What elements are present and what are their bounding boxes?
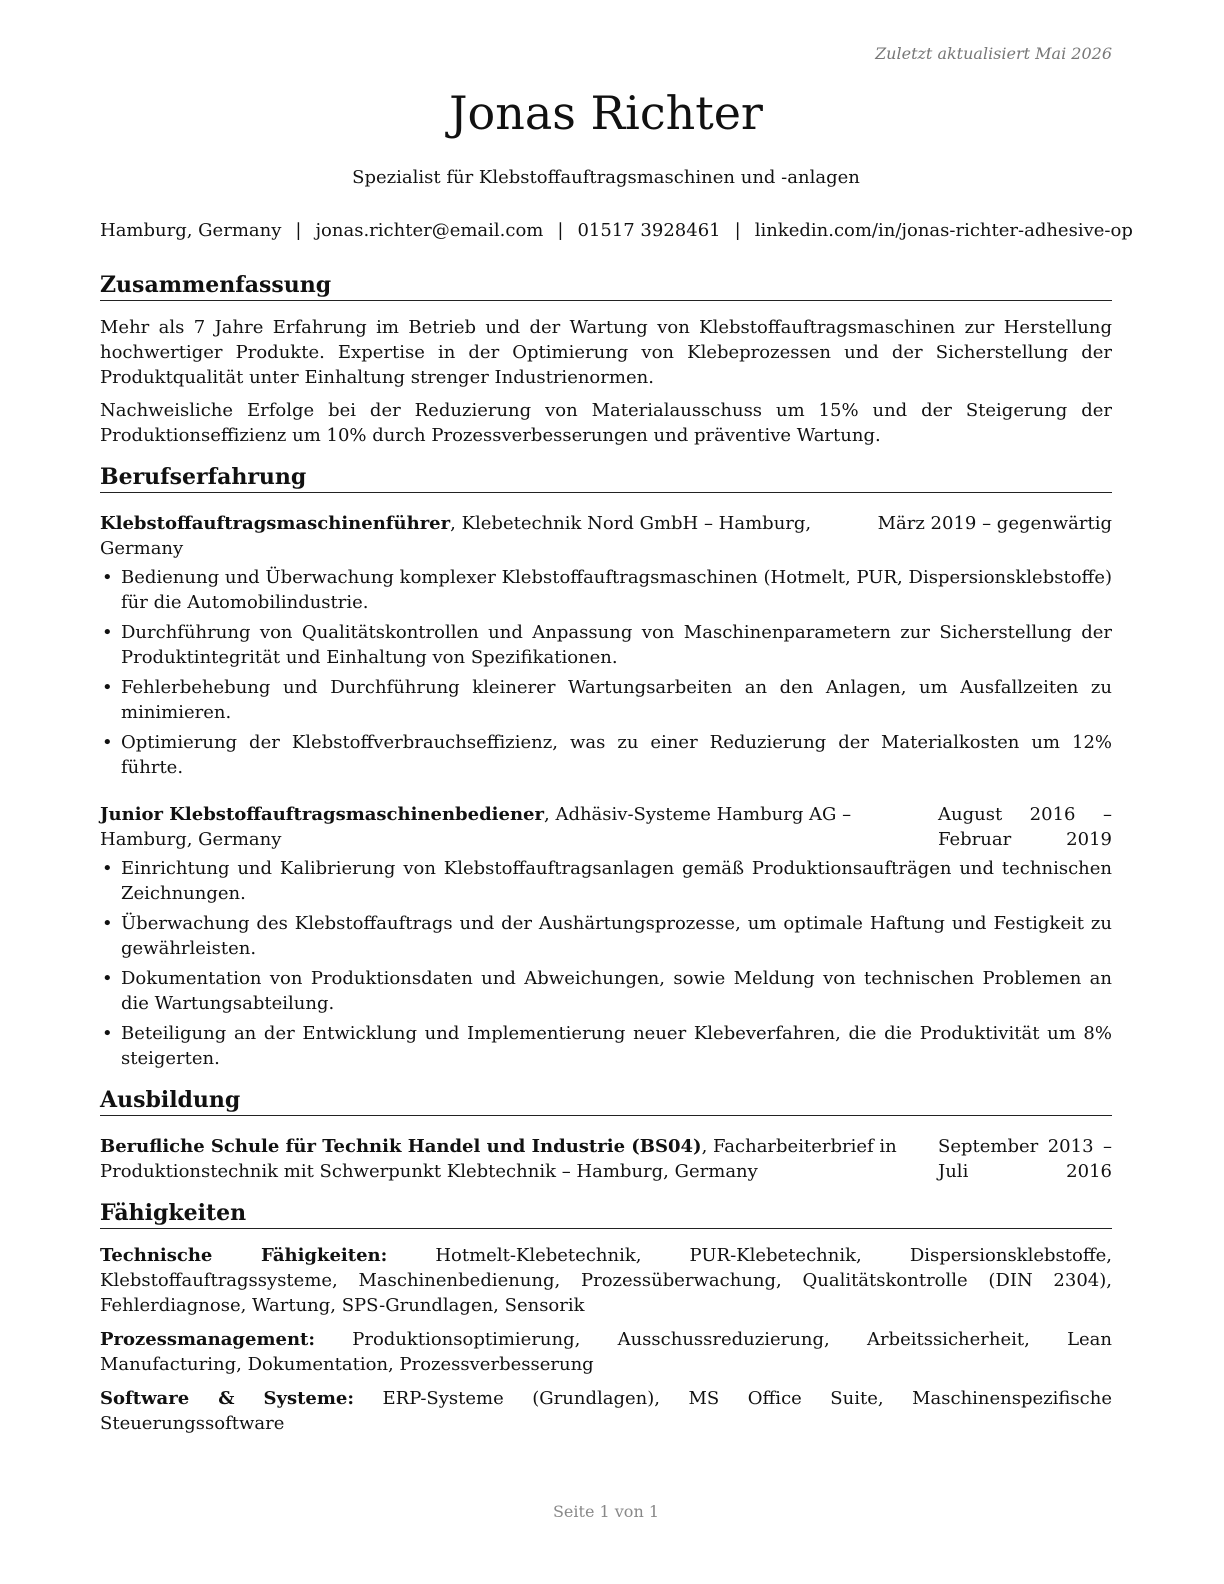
- section-title-summary: Zusammenfassung: [100, 270, 1112, 301]
- contact-separator: |: [295, 220, 302, 241]
- job-header: [100, 511, 1112, 561]
- skill-text: Hotmelt-Klebetechnik, PUR-Klebetechnik, Dispersionsklebstoffe, Klebstoffauftragssysteme, Maschinenbedienung, Prozessüberwachung, Qualitätskontrolle (DIN 2304), Fehlerdiagnose, Wartung, SPS-Grundlagen, Sensorik: [100, 1245, 1112, 1316]
- skill-group: [100, 1327, 1112, 1377]
- job-bullet: • Überwachung des Klebstoffauftrags und der Aushärtungsprozesse, um optimale Haftung und Festigkeit zu gewährleisten.: [100, 911, 1112, 961]
- summary-paragraph: Mehr als 7 Jahre Erfahrung im Betrieb und der Wartung von Klebstoffauftragsmaschinen zur Herstellung hochwertiger Produkte. Expertise in der Optimierung von Klebeprozessen und der Sicherstellung der Produktqualität unter Einhaltung strenger Industrienormen.: [100, 317, 1112, 388]
- job-bullet: • Bedienung und Überwachung komplexer Klebstoffauftragsmaschinen (Hotmelt, PUR, Dispersionsklebstoffe) für die Automobilindustrie.: [100, 565, 1112, 615]
- education-details: , Facharbeiterbrief in Produktionstechnik mit Schwerpunkt Klebtechnik – Hamburg, Germany: [100, 1136, 897, 1182]
- job-bullets: [100, 565, 1112, 780]
- job-bullet: • Durchführung von Qualitätskontrollen und Anpassung von Maschinenparametern zur Sicherstellung der Produktintegrität und Einhaltung von Spezifikationen.: [100, 620, 1112, 670]
- contact-line: [100, 220, 1133, 241]
- skill-group: [100, 1243, 1112, 1318]
- contact-email[interactable]: jonas.richter@email.com: [315, 220, 544, 241]
- skills-section: [100, 1198, 1112, 1436]
- job-bullet: • Fehlerbehebung und Durchführung kleinerer Wartungsarbeiten an den Anlagen, um Ausfallzeiten zu minimieren.: [100, 675, 1112, 725]
- job-bullet: • Dokumentation von Produktionsdaten und Abweichungen, sowie Meldung von technischen Problemen an die Wartungsabteilung.: [100, 966, 1112, 1016]
- job-company: , Klebetechnik Nord GmbH – Hamburg, Germany: [100, 513, 812, 559]
- job-entry: [100, 511, 1112, 780]
- skill-label: Prozessmanagement:: [100, 1329, 316, 1350]
- skill-group: [100, 1386, 1112, 1436]
- candidate-subtitle: Spezialist für Klebstoffauftragsmaschinen und -anlagen: [352, 167, 860, 188]
- job-bullets: [100, 856, 1112, 1071]
- section-title-experience: Berufserfahrung: [100, 462, 1112, 493]
- page-number: Seite 1 von 1: [552, 1502, 660, 1521]
- skill-label: Technische Fähigkeiten:: [100, 1245, 388, 1266]
- resume-content: [100, 270, 1112, 1436]
- skill-label: Software & Systeme:: [100, 1388, 355, 1409]
- education-entry: [100, 1134, 1112, 1184]
- education-dates: September 2013 – Juli 2016: [938, 1136, 1112, 1182]
- skills-list: [100, 1243, 1112, 1436]
- education-school: Berufliche Schule für Technik Handel und Industrie (BS04): [100, 1136, 702, 1157]
- job-bullet: • Optimierung der Klebstoffverbrauchseffizienz, was zu einer Reduzierung der Materialkosten um 12% führte.: [100, 730, 1112, 780]
- skill-text: Produktionsoptimierung, Ausschussreduzierung, Arbeitssicherheit, Lean Manufacturing, Dokumentation, Prozessverbesserung: [100, 1329, 1112, 1375]
- job-header: [100, 802, 1112, 852]
- summary-section: [100, 270, 1112, 448]
- contact-separator: |: [734, 220, 741, 241]
- section-title-education: Ausbildung: [100, 1085, 1112, 1116]
- summary-paragraph: Nachweisliche Erfolge bei der Reduzierung von Materialausschuss um 15% und der Steigerung der Produktionseffizienz um 10% durch Prozessverbesserungen und präventive Wartung.: [100, 400, 1112, 446]
- education-section: [100, 1085, 1112, 1184]
- candidate-name: Jonas Richter: [449, 86, 763, 140]
- job-company: , Adhäsiv-Systeme Hamburg AG – Hamburg, Germany: [100, 804, 852, 850]
- job-bullet: • Einrichtung und Kalibrierung von Klebstoffauftragsanlagen gemäß Produktionsaufträgen und technischen Zeichnungen.: [100, 856, 1112, 906]
- contact-phone[interactable]: 01517 3928461: [577, 220, 721, 241]
- job-dates: März 2019 – gegenwärtig: [877, 513, 1112, 534]
- job-role: Junior Klebstoffauftragsmaschinenbediener: [100, 804, 544, 825]
- contact-linkedin[interactable]: linkedin.com/in/jonas-richter-adhesive-op: [754, 220, 1133, 241]
- job-role: Klebstoffauftragsmaschinenführer: [100, 513, 451, 534]
- experience-section: [100, 462, 1112, 1071]
- job-bullet: • Beteiligung an der Entwicklung und Implementierung neuer Klebeverfahren, die die Produktivität um 8% steigerten.: [100, 1021, 1112, 1071]
- job-dates: August 2016 – Februar 2019: [938, 804, 1112, 850]
- education-header: [100, 1134, 1112, 1184]
- last-updated: Zuletzt aktualisiert Mai 2026: [875, 44, 1112, 63]
- section-title-skills: Fähigkeiten: [100, 1198, 1112, 1229]
- skill-text: ERP-Systeme (Grundlagen), MS Office Suite, Maschinenspezifische Steuerungssoftware: [100, 1388, 1112, 1434]
- job-entry: [100, 802, 1112, 1071]
- contact-location: Hamburg, Germany: [100, 220, 282, 241]
- contact-separator: |: [557, 220, 564, 241]
